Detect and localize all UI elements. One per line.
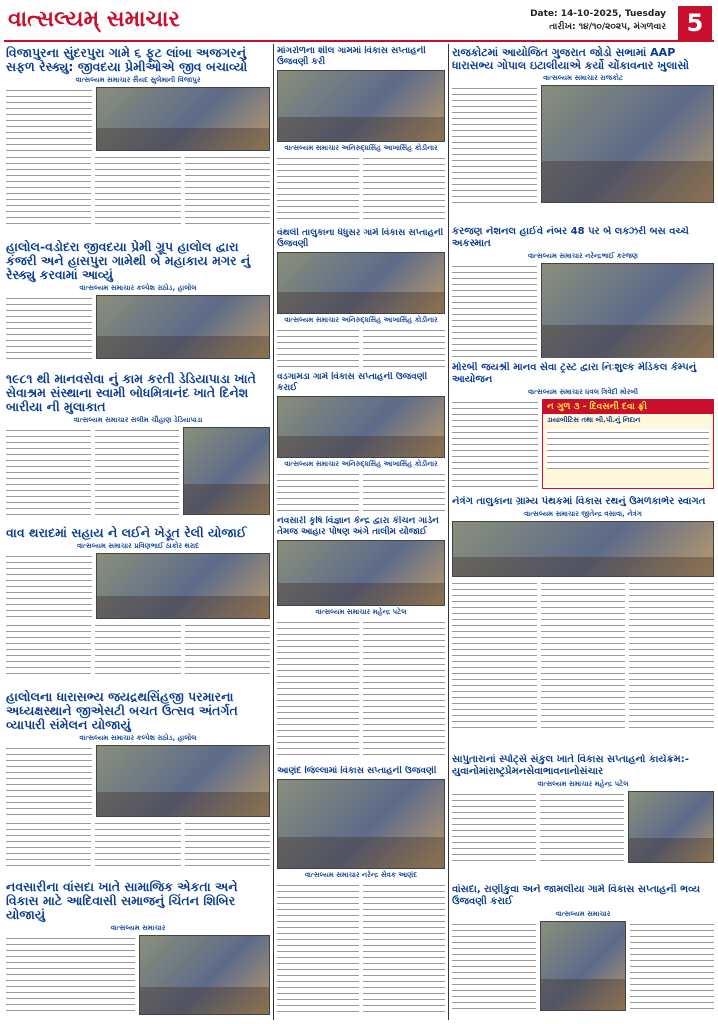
article-text <box>6 745 92 817</box>
byline: વાત્સલ્યમ સમાચાર અનિરુદ્ધસિંહ આખાસિંહ કોડીનાર <box>284 144 438 152</box>
byline: વાત્સલ્યમ સમાચાર સલીમ ચૌહાણ ડેડિયાપાડા <box>73 416 203 424</box>
headline: વાંસદા, રાણીકુવા અને જામલીયા ગામે વિકાસ સપ્તાહની ભવ્ય ઉજવણી કરાઈ <box>452 884 701 907</box>
article-text <box>363 327 445 367</box>
article-photo <box>96 295 270 359</box>
article-text <box>6 87 92 151</box>
article-text <box>452 399 538 489</box>
article-text <box>541 580 626 730</box>
headline: વાવ થરાદમાં સહાય ને લઈને ખેડૂત રેલી યોજાઈ <box>6 526 247 540</box>
ad-text <box>547 429 709 469</box>
headline: મોરબી જયશ્રી માનવ સેવા ટ્રસ્ટ દ્વારા નિઃશુલ્ક મેડિકલ કેમ્પનું આયોજન <box>452 362 697 385</box>
article-text <box>95 622 180 678</box>
byline: વાત્સલ્યમ સમાચાર પ્રવિણભાઈ ઠાકોર થરાદ <box>76 542 200 550</box>
article-text <box>277 882 359 1012</box>
article-text <box>6 553 92 619</box>
article-photo <box>452 521 714 577</box>
article-photo <box>139 935 270 1015</box>
article-text <box>363 619 445 759</box>
headline: કરજણ નેશનલ હાઈવે નંબર 48 પર બે લક્ઝરી બસ વચ્ચે અકસ્માત <box>452 226 689 249</box>
byline: વાત્સલ્યમ સમાચાર અનિરુદ્ધસિંહ આખાસિંહ કોડીનાર <box>284 316 438 324</box>
article-photo <box>183 427 270 515</box>
article-photo <box>628 791 714 863</box>
article-tribal-camp <box>6 880 270 1020</box>
article-saputara <box>452 754 714 880</box>
article-text <box>452 580 537 730</box>
headline: વંથલી તાલુકાના ધંધુસર ગામે વિકાસ સપ્તાહની ઉજવણી <box>277 228 444 249</box>
article-photo <box>277 396 445 458</box>
article-dhandhusar <box>277 228 445 368</box>
ad-box <box>542 399 714 489</box>
article-text <box>629 580 714 730</box>
article-text <box>6 622 91 678</box>
column-rule <box>273 44 274 1020</box>
article-photo <box>96 87 270 151</box>
article-bus-accident <box>452 226 714 358</box>
headline: રાજકોટમાં આયોજિત ગુજરાત જોડો સભામાં AAP ધારાસભ્ય ગોપાલ ઇટાલીયાએ કર્યો ચોંકાવનાર ખુલાસો <box>452 46 689 72</box>
headline: નેત્રંગ તાલુકાના ગ્રામ્ય પંથકમાં વિકાસ રથનું ઉમળકાભેર સ્વાગત <box>452 496 706 507</box>
article-text <box>95 820 180 868</box>
headline: સાપુતારાનાં સ્પોર્ટ્સ સંકુલ ખાતે વિકાસ સપ્તાહનો કાર્યક્રમ:-યુવાનોમાંરાષ્ટ્રપ્રેમનસેવાભાવનાનોસંચાર <box>452 754 689 777</box>
date-english: Date: 14-10-2025, Tuesday <box>530 9 666 19</box>
article-text <box>6 427 91 515</box>
article-text <box>452 263 537 358</box>
article-photo <box>277 252 445 314</box>
article-text <box>277 327 359 367</box>
article-text <box>363 882 445 1012</box>
byline: વાત્સલ્યમ સમાચાર સૈયદ સુલેમાની વિજાપુર <box>75 76 201 84</box>
date-gujarati: તારીખ: ૧૪/૧૦/૨૦૨૫, મંગળવાર <box>549 22 666 32</box>
headline: વિજાપુરના સુંદરપુરા ગામે ૬ ફૂટ લાંબા અજગરનું સફળ રેસ્ક્યુ: જીવદયા પ્રેમીઓએ જીવ બચાવ્યો <box>6 46 248 74</box>
byline: વાત્સલ્યમ સમાચાર <box>110 924 166 932</box>
headline: હાલોલ-વડોદરા જીવદયા પ્રેમી ગ્રૂપ હાલોલ દ્વારા કંજરી અને હાસપુરા ગામેથી બે મહાકાય મગર નું રેસ્ક્યુ કરવામાં આવ્યું <box>6 240 251 282</box>
byline: વાત્સલ્યમ સમાચાર રાજકોટ <box>543 74 623 82</box>
headline: વડગામડા ગામે વિકાસ સપ્તાહની ઉજવણી કરાઈ <box>277 372 428 393</box>
article-vadgamda <box>277 372 445 512</box>
article-text <box>185 154 270 228</box>
article-sevashram <box>6 372 270 522</box>
headline: હાલોલના ધારાસભ્ય જયદ્રથસિંહજી પરમારના અધ્યક્ષસ્થાને જીએસટી બચત ઉત્સવ અંતર્ગત વ્યાપારી સંમેલન યોજાયું <box>6 690 238 732</box>
article-sheel-village <box>277 46 445 226</box>
byline: વાત્સલ્યમ સમાચાર કલ્પેશ રાઠોડ, હાલોલ <box>79 734 197 742</box>
article-text <box>277 471 359 511</box>
article-text <box>6 935 135 1015</box>
article-photo <box>277 70 445 142</box>
byline: વાત્સલ્યમ સમાચાર નરેન્દ્રભાઈ કરજણ <box>527 252 639 260</box>
article-photo <box>96 745 270 817</box>
article-anand-week <box>277 766 445 1020</box>
article-farmer-rally <box>6 526 270 686</box>
byline: વાત્સલ્યમ સમાચાર કલ્પેશ રાઠોડ, હાલોલ <box>79 284 197 292</box>
article-photo <box>277 779 445 869</box>
ad-subtitle: ડાયાબીટિસ તથા બી.પી.નું નિદાન <box>547 416 641 424</box>
headline: માંગરોળના શીલ ગામમાં વિકાસ સપ્તાહની ઉજવણી કરી <box>277 46 426 67</box>
ad-title: ન ગુળ ૩ - દિવસની દવા ફ્રી <box>543 400 713 414</box>
article-photo <box>541 263 714 358</box>
headline: નવસારી કૃષિ વિજ્ઞાન કેન્દ્ર દ્વારા કીચન ગાર્ડન તેમજ આહાર પોષણ અંગે તાલીમ યોજાઈ <box>277 516 439 537</box>
column-rule <box>448 44 449 1020</box>
article-text <box>6 154 91 228</box>
article-text <box>277 619 359 759</box>
article-text <box>95 427 180 515</box>
byline: વાત્સલ્યમ સમાચાર મહેન્દ્ર પટેલ <box>537 780 629 788</box>
article-text <box>95 154 180 228</box>
article-crocodile-rescue <box>6 240 270 368</box>
article-photo <box>96 553 270 619</box>
article-gst-meet <box>6 690 270 876</box>
byline: વાત્સલ્યમ સમાચાર <box>555 910 611 918</box>
article-text <box>277 155 359 219</box>
byline: વાત્સલ્યમ સમાચાર ધવલ ત્રિવેદી મોરબી <box>528 388 638 396</box>
article-vansda-week <box>452 884 714 1020</box>
article-photo <box>277 540 445 606</box>
page-number: 5 <box>678 6 712 40</box>
article-text <box>363 155 445 219</box>
headline: આણંદ જિલ્લામાં વિકાસ સપ્તાહની ઉજવણી <box>277 766 437 776</box>
article-medical-camp <box>452 362 714 492</box>
article-python-rescue <box>6 46 270 236</box>
article-text <box>6 820 91 868</box>
article-vikas-rath <box>452 496 714 750</box>
medical-ad <box>542 399 714 489</box>
byline: વાત્સલ્યમ સમાચાર જીતેન્દ્ર વસાવા, નેત્રંગ <box>524 510 642 518</box>
article-text <box>185 820 270 868</box>
masthead <box>4 4 714 42</box>
headline: નવસારીના વાંસદા ખાતે સામાજિક એકતા અને વિકાસ માટે આદિવાસી સમાજનું ચિંતન શિબિર યોજાયું <box>6 880 238 922</box>
article-aap-rally <box>452 46 714 222</box>
article-photo <box>540 921 626 1011</box>
byline: વાત્સલ્યમ સમાચાર નરેન્દ્ર સેવક આણંદ <box>304 871 418 879</box>
article-text <box>452 921 536 1011</box>
article-text <box>452 85 537 203</box>
newspaper-title: વાત્સલ્યમ્ સમાચાર <box>8 6 180 32</box>
article-text <box>540 791 624 863</box>
date-block <box>530 8 666 34</box>
article-text <box>630 921 714 1011</box>
article-kitchen-garden <box>277 516 445 762</box>
byline: વાત્સલ્યમ સમાચાર અનિરુદ્ધસિંહ આખાસિંહ કોડીનાર <box>284 460 438 468</box>
headline: ૧૯૮૧ થી માનવસેવા નું કામ કરતી ડેડિયાપાડા ખાતે સેવાશ્રમ સંસ્થાના સ્વામી બોધમિત્રાનંદ ખાતે દિનેશ બારીયા ની મુલાકાત <box>6 372 256 414</box>
article-text <box>363 471 445 511</box>
article-text <box>6 295 92 359</box>
byline: વાત્સલ્યમ સમાચાર મહેન્દ્ર પટેલ <box>315 608 407 616</box>
article-text <box>185 622 270 678</box>
article-text <box>452 791 536 863</box>
article-photo <box>541 85 714 203</box>
